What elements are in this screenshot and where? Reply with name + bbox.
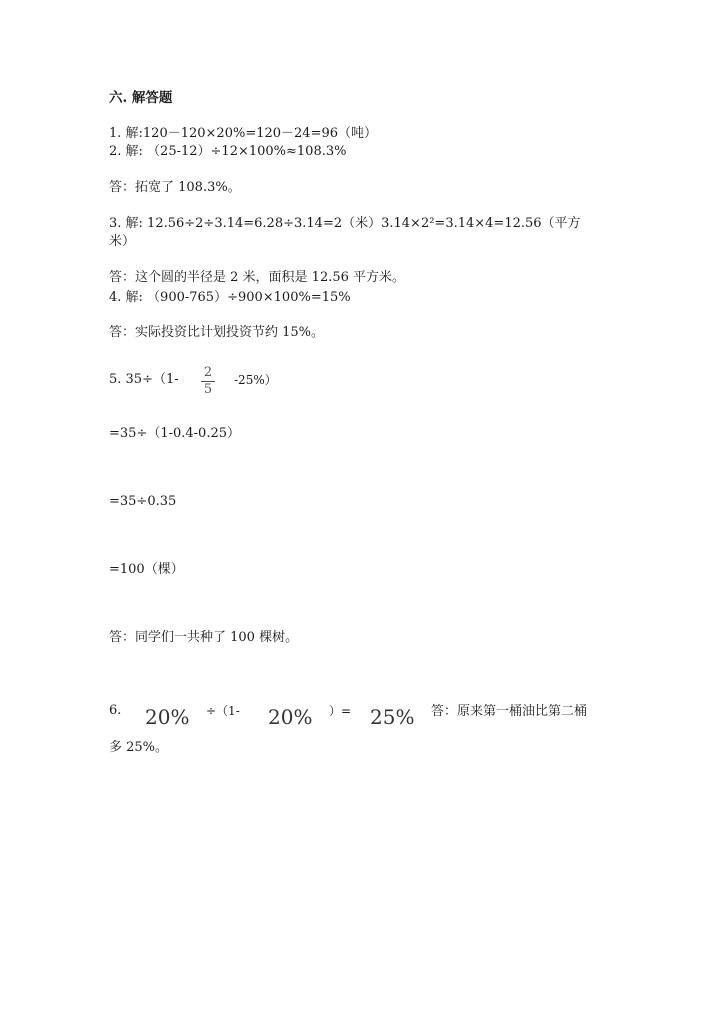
answer-line-7: 答：实际投资比计划投资节约 15%。 xyxy=(109,325,325,340)
q6-answer-line-2: 多 25%。 xyxy=(109,740,169,755)
answer-line-9: =35÷（1-0.4-0.25） xyxy=(109,426,241,441)
fraction-two-fifths xyxy=(201,366,215,397)
answer-line-3: 答：拓宽了 108.3%。 xyxy=(109,180,241,195)
q6-value-3: 25% xyxy=(370,705,415,729)
answer-line-6: 4. 解: （900-765）÷900×100%=15% xyxy=(109,290,351,305)
q6-value-2: 20% xyxy=(268,705,313,729)
q6-answer: 答：原来第一桶油比第二桶 xyxy=(431,704,588,719)
answer-line-1: 1. 解:120－120×20%=120－24=96（吨） xyxy=(109,126,378,141)
q6-value-1: 20% xyxy=(145,705,190,729)
answer-line-8b: -25%） xyxy=(234,373,277,387)
answer-line-5: 答：这个圆的半径是 2 米，面积是 12.56 平方米。 xyxy=(109,270,406,285)
answer-line-8a: 5. 35÷（1- xyxy=(109,372,179,387)
answer-line-4a: 3. 解: 12.56÷2÷3.14=6.28÷3.14=2（米）3.14×2²=3.14×4=12.56（平方 xyxy=(109,216,581,231)
section-title: 六. 解答题 xyxy=(109,90,173,106)
q6-label: 6. xyxy=(109,703,122,718)
answer-line-4b: 米） xyxy=(109,234,136,249)
fraction-numerator: 2 xyxy=(203,365,213,380)
fraction-denominator: 5 xyxy=(203,382,213,397)
answer-line-12: 答：同学们一共种了 100 棵树。 xyxy=(109,630,299,645)
q6-operator: ÷（1- xyxy=(206,704,240,718)
q6-close: ）= xyxy=(329,704,352,718)
answer-line-2: 2. 解: （25-12）÷12×100%≈108.3% xyxy=(109,144,347,159)
answer-line-10: =35÷0.35 xyxy=(109,494,177,509)
answer-line-11: =100（棵） xyxy=(109,562,184,577)
